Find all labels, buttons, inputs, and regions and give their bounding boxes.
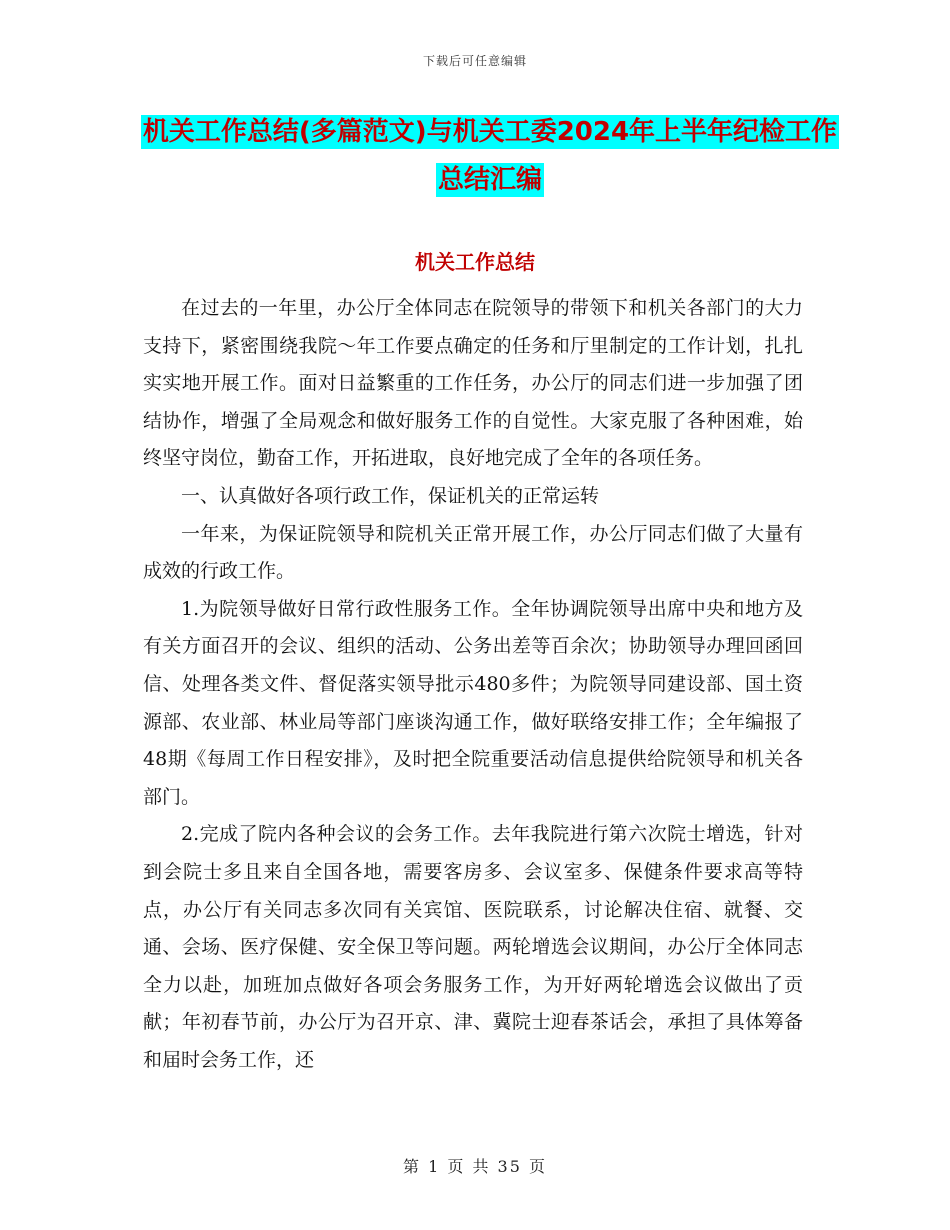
section-title: 机关工作总结 (415, 250, 535, 274)
body-paragraph-1: 在过去的一年里，办公厅全体同志在院领导的带领下和机关各部门的大力支持下，紧密围绕我院～年工作要点确定的任务和厅里制定的工作计划，扎扎实实地开展工作。面对日益繁重的工作任务，办公厅的同志们进一步加强了团结协作，增强了全局观念和做好服务工作的自觉性。大家克服了各种困难，始终坚守岗位，勤奋工作，开拓进取，良好地完成了全年的各项任务。 (143, 297, 803, 470)
document-title (140, 108, 840, 204)
body-paragraph-4: 1.为院领导做好日常行政性服务工作。全年协调院领导出席中央和地方及有关方面召开的会议、组织的活动、公务出差等百余次；协助领导办理回函回信、处理各类文件、督促落实领导批示480多件；为院领导同建设部、国土资源部、农业部、林业局等部门座谈沟通工作，做好联络安排工作；全年编报了48期《每周工作日程安排》，及时把全院重要活动信息提供给院领导和机关各部门。 (143, 597, 803, 808)
page-footer: 第 1 页 共 35 页 (403, 1157, 547, 1176)
body-paragraph-3: 一年来，为保证院领导和院机关正常开展工作，办公厅同志们做了大量有成效的行政工作。 (143, 522, 803, 583)
page-header: 下载后可任意编辑 (422, 54, 527, 68)
document-title-text: 机关工作总结(多篇范文)与机关工委2024年上半年纪检工作总结汇编 (142, 117, 838, 195)
body-paragraph-2: 一、认真做好各项行政工作，保证机关的正常运转 (181, 484, 600, 507)
body-paragraph-5: 2.完成了院内各种会议的会务工作。去年我院进行第六次院士增选，针对到会院士多且来自全国各地，需要客房多、会议室多、保健条件要求高等特点，办公厅有关同志多次同有关宾馆、医院联系，讨论解决住宿、就餐、交通、会场、医疗保健、安全保卫等问题。两轮增选会议期间，办公厅全体同志全力以赴，加班加点做好各项会务服务工作，为开好两轮增选会议做出了贡献；年初春节前，办公厅为召开京、津、冀院士迎春茶话会，承担了具体筹备和届时会务工作，还 (143, 823, 803, 1071)
document-body (143, 290, 803, 1079)
